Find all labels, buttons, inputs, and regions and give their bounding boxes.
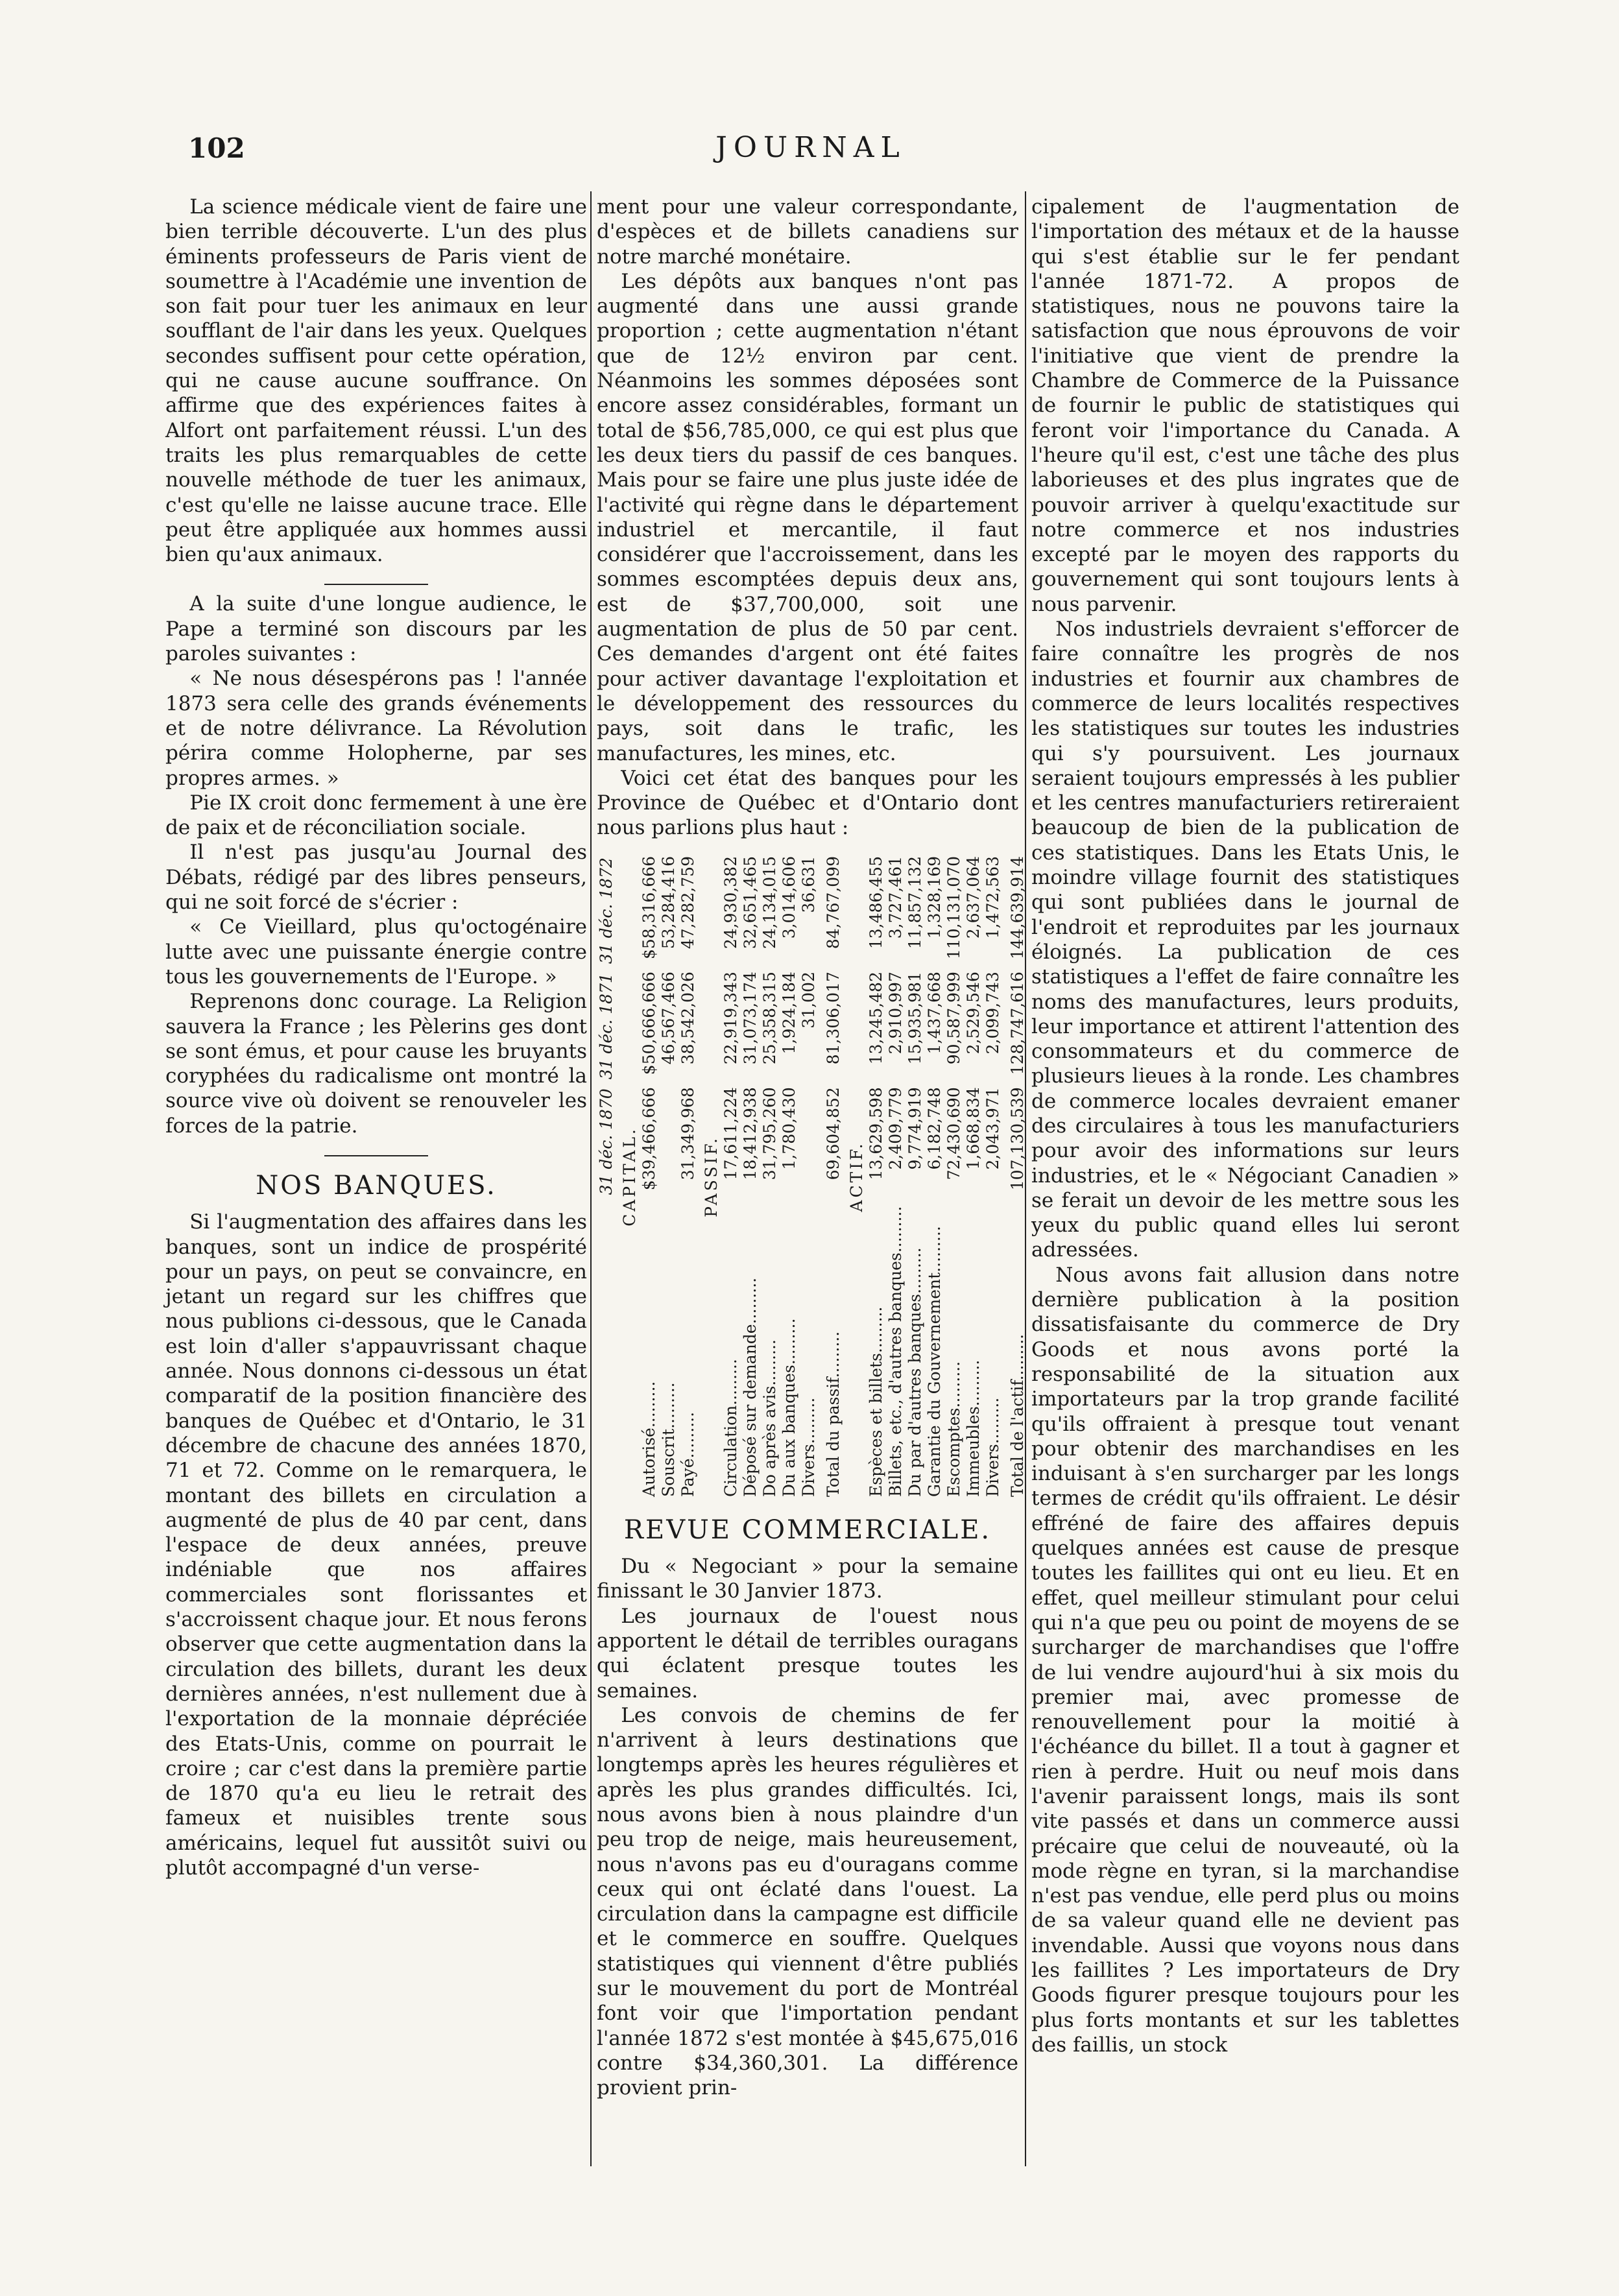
table-cell: 3,727,461	[886, 855, 905, 939]
table-row	[964, 852, 983, 1501]
table-cell: 81,306,017	[824, 971, 843, 1064]
table-row	[925, 852, 944, 1501]
section-title-revue-commerciale: REVUE COMMERCIALE.	[623, 1514, 992, 1545]
row-label: Souscrit.........	[659, 1382, 678, 1497]
table-cell: 2,637,064	[964, 855, 983, 939]
table-cell: 22,919,343	[721, 971, 740, 1064]
table-cell: 32,651,465	[741, 855, 760, 949]
table-row	[780, 852, 799, 1501]
table-cell: 1,924,184	[780, 971, 798, 1055]
table-cell: 128,747,616	[1008, 971, 1027, 1075]
table-cell: 15,935,981	[905, 971, 924, 1064]
paragraph: La science médicale vient de faire une bien terrible découverte. L'un des plus éminents professeurs de Paris vient de soumettre à l'Académie une invention de son fait pour tuer les animaux en leur soufflant de l'air dans les yeux. Quelques secondes suffisent pour cette opération, qui ne cause aucune souffrance. On affirme que des expériences faites à Alfort ont parfaitement réussi. L'un des traits les plus remarquables de cette nouvelle méthode de tuer les animaux, c'est qu'elle ne laisse aucune trace. Elle peut être appliquée aux hommes aussi bien qu'aux animaux.	[165, 195, 587, 567]
table-cell: 69,604,852	[824, 1086, 843, 1180]
table-row	[886, 852, 905, 1501]
table-cell: 1,437,668	[925, 971, 944, 1055]
table-cell: 31,073,174	[741, 971, 760, 1064]
table-cell: 25,358,315	[760, 971, 779, 1064]
table-cell: 144,639,914	[1008, 855, 1027, 959]
table-cell: 84,767,099	[824, 855, 843, 949]
table-cell	[799, 1083, 819, 1199]
row-label: Circulation.........	[721, 1358, 740, 1497]
table-cell: 90,587,999	[944, 971, 963, 1064]
table-cell: 38,542,026	[678, 971, 697, 1064]
table-cell: 13,245,482	[867, 971, 885, 1064]
table-row	[944, 852, 964, 1501]
table-header: 31 déc. 1871	[597, 972, 616, 1079]
page-number: 102	[188, 132, 245, 164]
table-row	[905, 852, 925, 1501]
page-header	[169, 125, 1453, 176]
paragraph: Reprenons donc courage. La Religion sauvera la France ; les Pèlerins ges dont se sont émus, et pour cause les bruyants coryphées du radicalisme ont montré la source vive où doivent se renouveler les forces de la patrie.	[165, 990, 587, 1138]
row-label: Do après avis.........	[760, 1339, 779, 1497]
table-cell: 53,284,416	[659, 855, 678, 949]
table-cell: 2,529,546	[964, 971, 983, 1055]
table-cell: 13,629,598	[867, 1086, 885, 1180]
row-label: Immeubles.........	[964, 1359, 983, 1497]
paragraph: ment pour une valeur correspondante, d'espèces et de billets canadiens sur notre marché monétaire.	[597, 195, 1018, 269]
table-header	[597, 1199, 616, 1501]
paragraph: Pie IX croit donc fermement à une ère de paix et de réconciliation sociale.	[165, 791, 587, 840]
quote: « Ce Vieillard, plus qu'octogénaire lutte avec une puissante énergie contre tous les gouvernements de l'Europe. »	[165, 915, 587, 988]
row-label: Garantie du Gouvernement.........	[925, 1225, 944, 1497]
paragraph: cipalement de l'augmentation de l'importation des métaux et de la hausse qui s'est établie sur le fer pendant l'année 1871-72. A propos de statistiques, nous ne pouvons taire la satisfaction que nous éprouvons de voir l'initiative que vient de prendre la Chambre de Commerce de la Puissance de fournir le public de statistiques qui feront voir l'importance du Canada. A l'heure qu'il est, c'est une tâche des plus laborieuses et des plus ingrates que de pouvoir arriver à quelqu'exactitude sur notre commerce et nos industries excepté par le moyen des rapports du gouvernement qui sont toujours lents à nous parvenir.	[1031, 195, 1459, 616]
paragraph: Nos industriels devraient s'efforcer de faire connaître les progrès de nos industries et fournir aux chambres de commerce de leurs localités respectives les statistiques sur toutes les industries qui s'y poursuivent. Les journaux seraient toujours empressés à les publier et les centres manufacturiers retireraient beaucoup de bien de la publication de ces statistiques. Dans les Etats Unis, le moindre village fournit des statistiques qui sont publiées dans le journal de l'endroit et reproduites par les journaux éloignés. La publication de ces statistiques a l'effet de faire connaître les noms des manufactures, leurs produits, leur importance et attirent l'attention des consommateurs et du commerce de plusieurs lieues à la ronde. Les chambres de commerce locales devraient emaner des circulaires à tous les manufacturiers pour avoir des informations sur leurs industries, et le « Négociant Canadien » se ferait un devoir de les mettre sous les yeux du public quand elles lui seront adressées.	[1031, 617, 1459, 1262]
table-row	[678, 852, 698, 1501]
section-title-nos-banques: NOS BANQUES.	[256, 1170, 497, 1201]
table-cell: 1,668,834	[964, 1086, 983, 1170]
journal-title: JOURNAL	[715, 131, 906, 164]
table-cell: 31,795,260	[760, 1086, 779, 1180]
table-row	[867, 852, 886, 1501]
table-cell: 24,930,382	[721, 855, 740, 949]
table-cell: 11,857,132	[905, 855, 924, 949]
row-label: Payé.........	[678, 1411, 697, 1497]
table-cell: 2,409,779	[886, 1086, 905, 1170]
row-label: Autorisé.........	[640, 1381, 658, 1497]
table-cell: 6,182,748	[925, 1086, 944, 1170]
table-cell: $58,316,666	[640, 855, 658, 959]
table-cell: 24,134,015	[760, 855, 779, 949]
table-section-label: CAPITAL.	[620, 1126, 639, 1226]
bank-statement-table	[597, 852, 1027, 1501]
table-cell: 31,002	[799, 971, 818, 1029]
column-1	[165, 195, 587, 2218]
paragraph: Les journaux de l'ouest nous apportent le détail de terribles ouragans qui éclatent presque toutes les semaines.	[597, 1604, 1018, 1703]
table-row	[799, 852, 819, 1501]
row-label: Espèces et billets.........	[867, 1306, 885, 1497]
table-row	[819, 852, 843, 1501]
column-3	[1031, 195, 1459, 2218]
table-cell: 18,412,938	[741, 1086, 760, 1180]
table-cell: 72,430,690	[944, 1086, 963, 1180]
row-label: Divers.........	[983, 1397, 1002, 1497]
table-cell: 2,043,971	[983, 1086, 1002, 1170]
table-cell: 36,631	[799, 855, 818, 913]
divider	[324, 584, 428, 585]
quote: « Ne nous désespérons pas ! l'année 1873 sera celle des grands événements et de notre délivrance. La Révolution périra comme Holopherne, par ses propres armes. »	[165, 667, 587, 790]
table-cell: 31,349,968	[678, 1086, 697, 1180]
paragraph: Si l'augmentation des affaires dans les banques, sont un indice de prospérité pour un pays, on peut se convaincre, en jetant un regard sur les chiffres que nous publions ci-dessous, que le Canada est loin d'aller s'appauvrissant chaque année. Nous donnons ci-dessous un état comparatif de la position financière des banques de Québec et d'Ontario, le 31 décembre de chacune des années 1870, 71 et 72. Comme on le remarquera, le montant des billets en circulation a augmenté de plus de 40 par cent, dans l'espace de deux années, preuve indéniable que nos affaires commerciales sont florissantes et s'accroissent chaque jour. Et nous ferons observer que cette augmentation dans la circulation des billets, durant les deux dernières années, n'est nullement due à l'exportation de la monnaie dépréciée des Etats-Unis, comme on pourrait le croire ; car c'est dans la première partie de 1870 qu'a eu lieu le retrait des fameux et nuisibles trente sous américains, lequel fut aussitôt suivi ou plutôt accompagné d'un verse-	[165, 1210, 587, 1880]
table-cell: 47,282,759	[678, 855, 697, 949]
paragraph: A la suite d'une longue audience, le Pape a terminé son discours par les paroles suivantes :	[165, 592, 587, 666]
column-2	[597, 195, 1027, 2218]
table-cell: 1,472,563	[983, 855, 1002, 939]
table-row	[760, 852, 780, 1501]
table-cell: 107,130,539	[1008, 1086, 1027, 1191]
table-cell	[659, 1083, 678, 1199]
row-label: Total de l'actif.........	[1008, 1333, 1027, 1497]
table-cell: 13,486,455	[867, 855, 885, 949]
table-cell: 110,131,070	[944, 855, 963, 959]
table-cell: $50,666,666	[640, 971, 658, 1075]
table-row	[640, 852, 659, 1501]
row-label: Du par d'autres banques.........	[905, 1247, 924, 1497]
paragraph: Nous avons fait allusion dans notre dernière publication à la position dissatisfaisante du commerce de Dry Goods et nous avons porté la responsabilité de la situation aux importateurs par la trop grande facilité qu'ils offraient à presque tout venant pour obtenir des marchandises en les induisant à s'en surcharger par les longs termes de crédit qu'ils offraient. Le désir effréné de faire des affaires depuis quelques années est cause de presque toutes les faillites qui ont eu lieu. Et en effet, quel meilleur stimulant pour celui qui n'a que peu ou point de moyens de se surcharger de marchandises que l'offre de lui vendre aujourd'hui à six mois du premier mai, avec promesse de renouvellement pour la moitié à l'échéance du billet. Il a tout à gagner et rien à perdre. Huit ou neuf mois dans l'avenir paraissent longs, mais ils sont vite passés et dans un commerce aussi précaire que celui de nouveauté, où la mode règne en tyran, si la marchandise n'est pas vendue, elle perd plus ou moins de sa valeur quand elle ne devient pas invendable. Aussi que voyons nous dans les faillites ? Les importateurs de Dry Goods figurer presque toujours pour les plus forts montants et sur les tablettes des faillis, un stock	[1031, 1263, 1459, 2057]
table-cell: 1,328,169	[925, 855, 944, 939]
row-label: Du aux banques.........	[780, 1318, 798, 1497]
table-cell: 46,567,466	[659, 971, 678, 1064]
table-cell: $39,466,666	[640, 1086, 658, 1191]
row-label: Divers.........	[799, 1397, 818, 1497]
table-cell: 2,910,997	[886, 971, 905, 1055]
row-label: Total du passif.........	[824, 1331, 843, 1497]
table-cell: 17,611,224	[721, 1086, 740, 1180]
table-row	[721, 852, 741, 1501]
table-section-label: PASSIF.	[702, 1135, 721, 1217]
row-label: Escomptes.........	[944, 1361, 963, 1497]
paragraph: Les dépôts aux banques n'ont pas augmenté dans une aussi grande proportion ; cette augmentation n'étant que de 12½ environ par cent. Néanmoins les sommes déposées sont encore assez considérables, formant un total de $56,785,000, ce qui est plus que les deux tiers du passif de ces banques. Mais pour se faire une plus juste idée de l'activité qui règne dans le département industriel et mercantile, il faut considérer que l'accroissement, dans les sommes escomptées depuis deux ans, est de $37,700,000, soit une augmentation de plus de 50 par cent. Ces demandes d'argent ont été faites pour activer davantage l'exploitation et le développement des ressources du pays, soit dans le trafic, les manufactures, les mines, etc.	[597, 269, 1018, 765]
paragraph: Voici cet état des banques pour les Province de Québec et d'Ontario dont nous parlions plus haut :	[597, 766, 1018, 840]
paragraph: Du « Negociant » pour la semaine finissant le 30 Janvier 1873.	[597, 1555, 1018, 1603]
table-cell: 9,774,919	[905, 1086, 924, 1170]
table-row	[983, 852, 1003, 1501]
table-header: 31 déc. 1870	[597, 1088, 616, 1195]
row-label: Billets, etc., d'autres banques.........	[886, 1206, 905, 1497]
table-cell: 2,099,743	[983, 971, 1002, 1055]
column-divider	[590, 191, 592, 2166]
table-row	[741, 852, 760, 1501]
table-row	[1003, 852, 1027, 1501]
paragraph: Il n'est pas jusqu'au Journal des Débats, rédigé par des libres penseurs, qui ne soit forcé de s'écrier :	[165, 841, 587, 915]
row-label: Déposé sur demande.........	[741, 1277, 760, 1497]
table-cell: 3,014,606	[780, 855, 798, 939]
table-header: 31 déc. 1872	[597, 857, 616, 964]
table-row	[659, 852, 678, 1501]
divider	[324, 1155, 428, 1156]
table-section-label: ACTIF.	[847, 1141, 866, 1212]
table-cell: 1,780,430	[780, 1086, 798, 1170]
paragraph: Les convois de chemins de fer n'arrivent à leurs destinations que longtemps après les heures régulières et après les plus grandes difficultés. Ici, nous avons bien à nous plaindre d'un peu trop de neige, mais heureusement, nous n'avons pas eu d'ouragans comme ceux qui ont éclaté dans l'ouest. La circulation dans la campagne est difficile et le commerce en souffre. Quelques statistiques qui viennent d'être publiés sur le mouvement du port de Montréal font voir que l'importation pendant l'année 1872 s'est montée à $45,675,016 contre $34,360,301. La différence provient prin-	[597, 1703, 1018, 2100]
